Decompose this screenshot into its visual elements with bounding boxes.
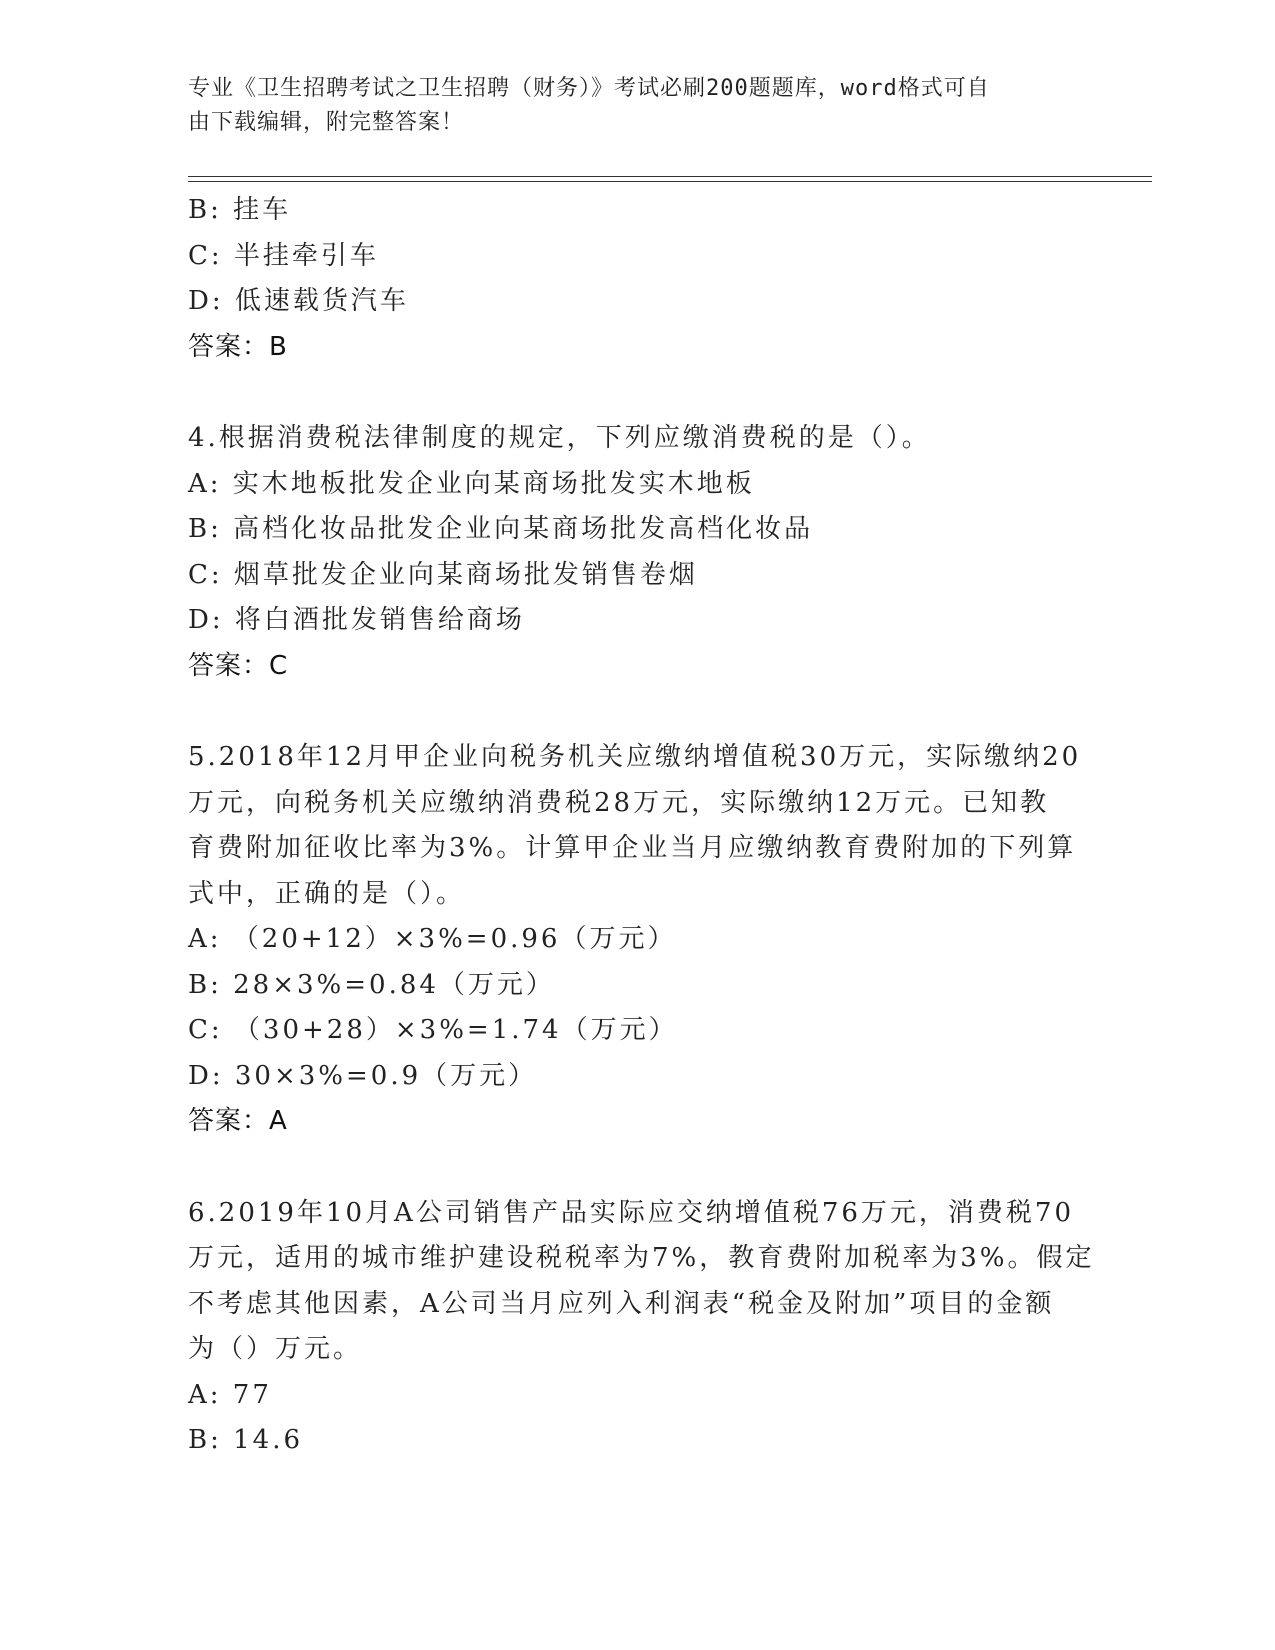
q5-option-a: A: （20+12）×3%=0.96（万元） — [188, 924, 677, 954]
document-header — [188, 72, 1068, 140]
question-4 — [188, 416, 1088, 689]
q5-stem-line-4: 式中，正确的是（）。 — [188, 878, 466, 909]
q5-option-c: C: （30+28）×3%=1.74（万元） — [188, 1015, 678, 1045]
q5-option-d: D: 30×3%=0.9（万元） — [188, 1060, 538, 1091]
q6-stem-line-3: 不考虑其他因素，A公司当月应列入利润表“税金及附加”项目的金额 — [188, 1288, 1055, 1319]
q3-option-d: D: 低速载货汽车 — [188, 286, 409, 316]
q6-option-b: B: 14.6 — [188, 1425, 304, 1455]
q6-stem-line-2: 万元，适用的城市维护建设税税率为7%，教育费附加税率为3%。假定 — [188, 1243, 1095, 1273]
question-3-tail — [188, 188, 1088, 370]
q5-stem-line-2: 万元，向税务机关应缴纳消费税28万元，实际缴纳12万元。已知教 — [188, 787, 1050, 818]
spacer — [188, 1145, 1088, 1191]
q5-stem-line-1: 5.2018年12月甲企业向税务机关应缴纳增值税30万元，实际缴纳20 — [188, 742, 1082, 772]
question-list — [188, 188, 1095, 1464]
q5-answer: 答案：A — [188, 1106, 288, 1136]
header-title-line-1: 专业《卫生招聘考试之卫生招聘（财务）》考试必刷200题题库，word格式可自 — [188, 76, 990, 101]
q6-stem-line-1: 6.2019年10月A公司销售产品实际应交纳增值税76万元，消费税70 — [188, 1197, 1075, 1228]
q5-stem-line-3: 育费附加征收比率为3%。计算甲企业当月应缴纳教育费附加的下列算 — [188, 833, 1077, 863]
q4-option-a: A: 实木地板批发企业向某商场批发实木地板 — [188, 468, 755, 499]
q4-option-d: D: 将白酒批发销售给商场 — [188, 605, 525, 635]
q6-option-a: A: 77 — [188, 1379, 272, 1410]
question-6 — [188, 1191, 1095, 1464]
q4-answer: 答案：C — [188, 650, 289, 681]
q5-option-b: B: 28×3%=0.84（万元） — [188, 969, 555, 1000]
question-5 — [188, 735, 1088, 1145]
spacer — [188, 370, 1088, 416]
q4-stem: 4.根据消费税法律制度的规定，下列应缴消费税的是（）。 — [188, 423, 931, 453]
spacer — [188, 689, 1088, 735]
header-title-line-2: 由下载编辑，附完整答案！ — [188, 110, 465, 135]
q4-option-b: B: 高档化妆品批发企业向某商场批发高档化妆品 — [188, 514, 814, 544]
header-divider-top — [188, 176, 1152, 177]
q3-answer: 答案：B — [188, 331, 288, 362]
q4-option-c: C: 烟草批发企业向某商场批发销售卷烟 — [188, 559, 698, 590]
q3-option-b: B: 挂车 — [188, 195, 292, 225]
header-divider-bottom — [188, 181, 1152, 182]
q3-option-c: C: 半挂牵引车 — [188, 240, 379, 271]
q6-stem-line-4: 为（）万元。 — [188, 1334, 363, 1364]
